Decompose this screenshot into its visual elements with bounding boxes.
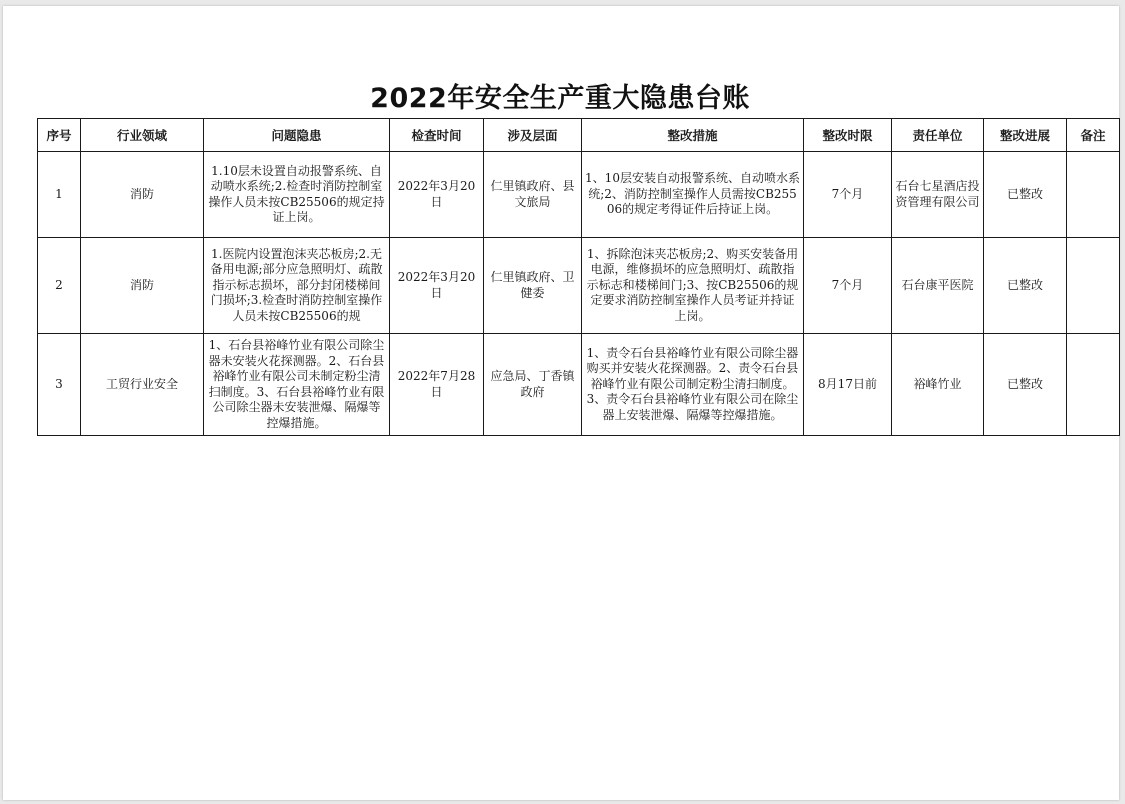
document-title: 2022年安全生产重大隐患台账 bbox=[370, 83, 750, 114]
cell-issue-text: 1.医院内设置泡沫夹芯板房;2.无备用电源;部分应急照明灯、疏散指示标志损坏，部分封闭楼梯间门损坏;3.检查时消防控制室操作人员未按CB25506的规 bbox=[210, 246, 383, 323]
table-row bbox=[38, 152, 1120, 238]
cell-progress: 已整改 bbox=[984, 334, 1067, 436]
cell-no: 2 bbox=[38, 238, 81, 334]
cell-level: 应急局、丁香镇政府 bbox=[484, 334, 582, 436]
col-header-issue: 问题隐患 bbox=[204, 119, 390, 152]
cell-date: 2022年7月28日 bbox=[390, 334, 484, 436]
cell-remark bbox=[1067, 334, 1120, 436]
cell-progress: 已整改 bbox=[984, 238, 1067, 334]
cell-level: 仁里镇政府、县文旅局 bbox=[484, 152, 582, 238]
cell-deadline: 7个月 bbox=[804, 238, 892, 334]
cell-unit: 石台七星酒店投资管理有限公司 bbox=[892, 152, 984, 238]
table-row bbox=[38, 334, 1120, 436]
cell-no: 3 bbox=[38, 334, 81, 436]
cell-progress: 已整改 bbox=[984, 152, 1067, 238]
cell-unit: 石台康平医院 bbox=[892, 238, 984, 334]
col-header-deadline: 整改时限 bbox=[804, 119, 892, 152]
col-header-no: 序号 bbox=[38, 119, 81, 152]
cell-field: 工贸行业安全 bbox=[81, 334, 204, 436]
cell-remark bbox=[1067, 152, 1120, 238]
hazard-ledger-table bbox=[37, 118, 1120, 436]
cell-remark bbox=[1067, 238, 1120, 334]
col-header-field: 行业领域 bbox=[81, 119, 204, 152]
col-header-unit: 责任单位 bbox=[892, 119, 984, 152]
cell-deadline: 8月17日前 bbox=[804, 334, 892, 436]
cell-date: 2022年3月20日 bbox=[390, 152, 484, 238]
cell-issue bbox=[204, 238, 390, 334]
col-header-measure: 整改措施 bbox=[582, 119, 804, 152]
cell-measure: 1、10层安装自动报警系统、自动喷水系统;2、消防控制室操作人员需按CB25506的规定考得证件后持证上岗。 bbox=[582, 152, 804, 238]
cell-field: 消防 bbox=[81, 152, 204, 238]
cell-unit: 裕峰竹业 bbox=[892, 334, 984, 436]
cell-level: 仁里镇政府、卫健委 bbox=[484, 238, 582, 334]
cell-issue: 1.10层未设置自动报警系统、自动喷水系统;2.检查时消防控制室操作人员未按CB25506的规定持证上岗。 bbox=[204, 152, 390, 238]
col-header-date: 检查时间 bbox=[390, 119, 484, 152]
cell-measure: 1、拆除泡沫夹芯板房;2、购买安装备用电源，维修损坏的应急照明灯、疏散指示标志和楼梯间门;3、按CB25506的规定要求消防控制室操作人员考证并持证上岗。 bbox=[582, 238, 804, 334]
cell-no: 1 bbox=[38, 152, 81, 238]
header-row bbox=[38, 119, 1120, 152]
cell-field: 消防 bbox=[81, 238, 204, 334]
col-header-remark: 备注 bbox=[1067, 119, 1120, 152]
cell-deadline: 7个月 bbox=[804, 152, 892, 238]
col-header-progress: 整改进展 bbox=[984, 119, 1067, 152]
cell-measure: 1、责令石台县裕峰竹业有限公司除尘器购买并安装火花探测器。2、责令石台县裕峰竹业有限公司制定粉尘清扫制度。3、责令石台县裕峰竹业有限公司在除尘器上安装泄爆、隔爆等控爆措施。 bbox=[582, 334, 804, 436]
table-row bbox=[38, 238, 1120, 334]
cell-issue: 1、石台县裕峰竹业有限公司除尘器未安装火花探测器。2、石台县裕峰竹业有限公司未制定粉尘清扫制度。3、石台县裕峰竹业有限公司除尘器未安装泄爆、隔爆等控爆措施。 bbox=[204, 334, 390, 436]
cell-date: 2022年3月20日 bbox=[390, 238, 484, 334]
col-header-level: 涉及层面 bbox=[484, 119, 582, 152]
